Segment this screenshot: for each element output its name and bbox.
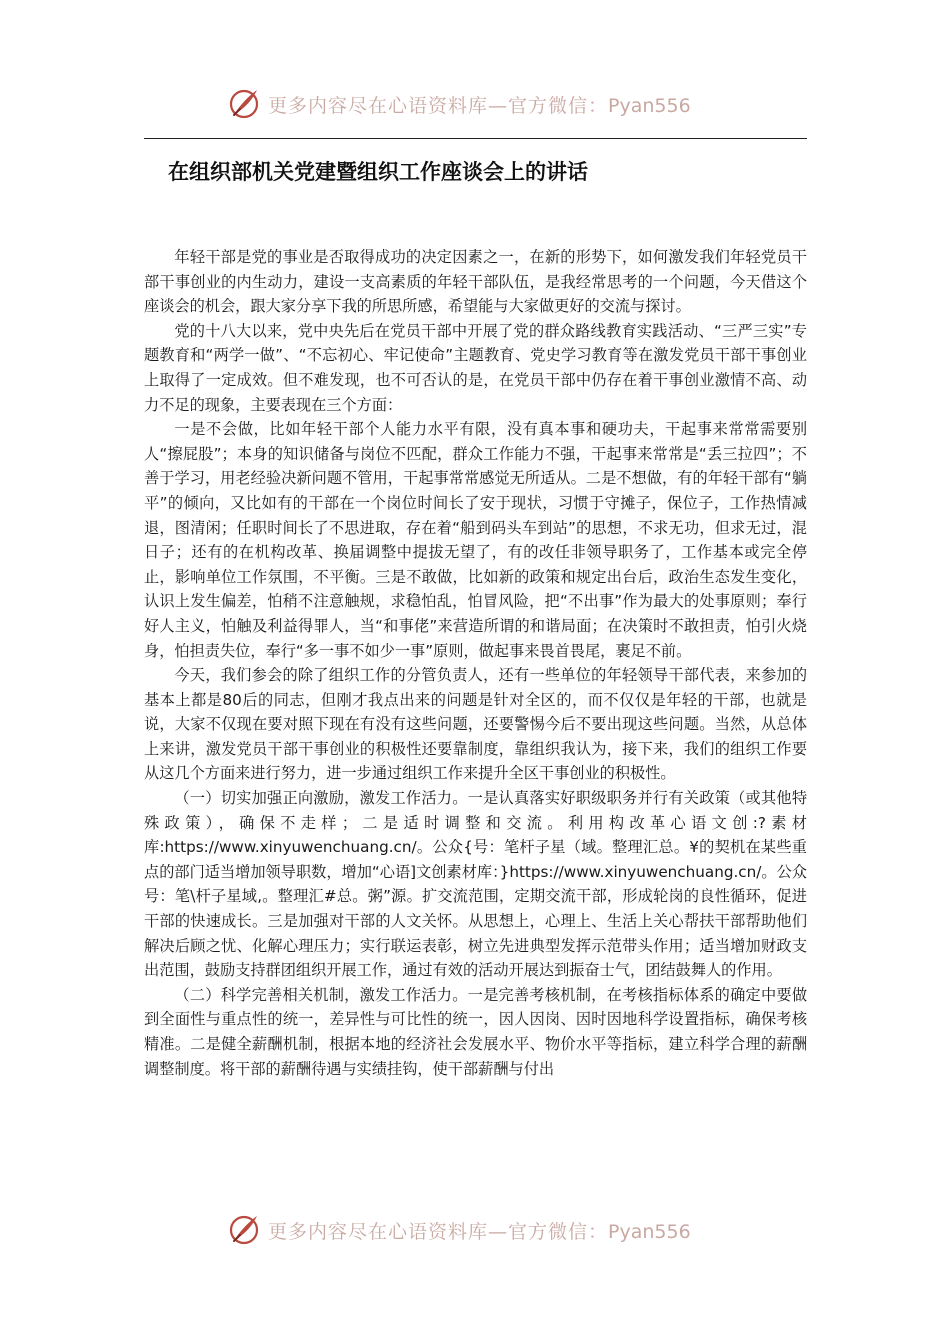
watermark-text: 更多内容尽在心语资料库—官方微信：Pyan556 <box>268 1220 691 1243</box>
header-rule <box>144 138 807 139</box>
document-title: 在组织部机关党建暨组织工作座谈会上的讲话 <box>168 160 588 184</box>
paragraph: （二）科学完善相关机制，激发工作活力。一是完善考核机制，在考核指标体系的确定中要做到全面性与重点性的统一，差异性与可比性的统一，因人因岗、因时因地科学设置指标，确保考核精准。二是健全薪酬机制，根据本地的经济社会发展水平、物价水平等指标，建立科学合理的薪酬调整制度。将干部的薪酬待遇与实绩挂钩，使干部薪酬与付出 <box>144 985 807 1078</box>
paragraph: （一）切实加强正向激励，激发工作活力。一是认真落实好职级职务并行有关政策（或其他特殊政策），确保不走样；二是适时调整和交流。利用构改革心语文创:?素材库:https://www.xinyuwenchuang.cn/。公众{号：笔杆子星（域。整理汇总。¥的契机在某些重点的部门适当增加领导职数，增加“心语]文创素材库：}https://www.xinyuwenchuang.cn/。公众号：笔\杆子星域,。整理汇#总。粥”源。扩交流范围，定期交流干部，形成轮岗的良性循环，促进干部的快速成长。三是加强对干部的人文关怀。从思想上，心理上、生活上关心帮扶干部帮助他们解决后顾之忧、化解心理压力；实行联运表彰，树立先进典型发挥示范带头作用；适当增加财政支出范围，鼓励支持群团组织开展工作，通过有效的活动开展达到振奋士气，团结鼓舞人的作用。 <box>144 789 807 980</box>
quill-logo-icon <box>226 1212 262 1248</box>
paragraph: 年轻干部是党的事业是否取得成功的决定因素之一，在新的形势下，如何激发我们年轻党员干部干事创业的内生动力，建设一支高素质的年轻干部队伍，是我经常思考的一个问题，今天借这个座谈会的机会，跟大家分享下我的所思所感，希望能与大家做更好的交流与探讨。 <box>144 248 807 316</box>
paragraph: 今天，我们参会的除了组织工作的分管负责人，还有一些单位的年轻领导干部代表，来参加的基本上都是80后的同志，但刚才我点出来的问题是针对全区的，而不仅仅是年轻的干部，也就是说，大家不仅现在要对照下现在有没有这些问题，还要警惕今后不要出现这些问题。当然，从总体上来讲，激发党员干部干事创业的积极性还要靠制度，靠组织我认为，接下来，我们的组织工作要从这几个方面来进行努力，进一步通过组织工作来提升全区干事创业的积极性。 <box>144 666 807 783</box>
paragraph: 党的十八大以来，党中央先后在党员干部中开展了党的群众路线教育实践活动、“三严三实”专题教育和“两学一做”、“不忘初心、牢记使命”主题教育、党史学习教育等在激发党员干部干事创业上取得了一定成效。但不难发现，也不可否认的是，在党员干部中仍存在着干事创业激情不高、动力不足的现象，主要表现在三个方面： <box>144 321 807 414</box>
paragraph: 一是不会做，比如年轻干部个人能力水平有限，没有真本事和硬功夫，干起事来常常需要别人“擦屁股”；本身的知识储备与岗位不匹配，群众工作能力不强，干起事来常常是“丢三拉四”；不善于学习，用老经验决新问题不管用，干起事常常感觉无所适从。二是不想做，有的年轻干部有“躺平”的倾向，又比如有的干部在一个岗位时间长了安于现状，习惯于守摊子，保位子，工作热情减退，图清闲；任职时间长了不思进取，存在着“船到码头车到站”的思想，不求无功，但求无过，混日子；还有的在机构改革、换届调整中提拔无望了，有的改任非领导职务了，工作基本或完全停止，影响单位工作氛围，不平衡。三是不敢做，比如新的政策和规定出台后，政治生态发生变化，认识上发生偏差，怕稍不注意触规，求稳怕乱，怕冒风险，把“不出事”作为最大的处事原则；奉行好人主义，怕触及利益得罪人，当“和事佬”来营造所谓的和谐局面；在决策时不敢担责，怕引火烧身，怕担责失位，奉行“多一事不如少一事”原则，做起事来畏首畏尾，裹足不前。 <box>144 420 807 660</box>
document-body <box>144 245 807 1081</box>
watermark-header <box>226 84 691 124</box>
watermark-text: 更多内容尽在心语资料库—官方微信：Pyan556 <box>268 94 691 117</box>
quill-logo-icon <box>226 86 262 122</box>
watermark-footer <box>226 1210 691 1250</box>
